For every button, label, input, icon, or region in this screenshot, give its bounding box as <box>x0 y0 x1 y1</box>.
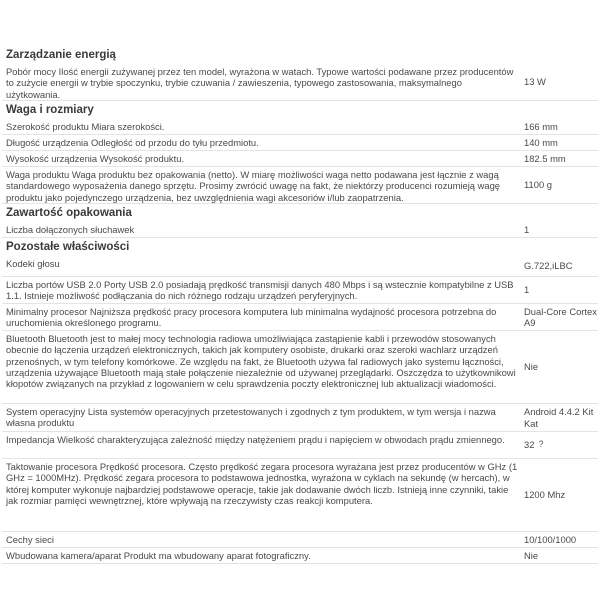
spec-label <box>2 304 518 330</box>
spec-label <box>2 331 518 403</box>
spec-value <box>518 432 598 458</box>
spec-value <box>518 256 598 276</box>
spec-value <box>518 548 598 563</box>
spec-name: Taktowanie procesora <box>6 461 98 472</box>
spec-name: Wysokość urządzenia <box>6 153 98 164</box>
spec-value-text: 182.5 mm <box>524 152 566 164</box>
spec-label <box>2 432 518 458</box>
spec-name: Długość urządzenia <box>6 137 89 148</box>
spec-name: Liczba dołączonych słuchawek <box>6 224 135 235</box>
spec-row <box>2 459 598 532</box>
spec-value-text: Nie <box>524 361 539 373</box>
spec-value-text: 166 mm <box>524 120 558 132</box>
spec-label <box>2 64 518 100</box>
spec-name: Bluetooth <box>6 333 46 344</box>
spec-row <box>2 151 598 167</box>
section-title-weight-size: Waga i rozmiary <box>6 104 94 116</box>
spec-label <box>2 459 518 531</box>
spec-label <box>2 548 518 563</box>
spec-value-text: Nie <box>524 549 539 561</box>
spec-value <box>518 167 598 203</box>
spec-name: Kodeki głosu <box>6 258 60 269</box>
spec-name: Minimalny procesor <box>6 306 88 317</box>
spec-value <box>518 135 598 150</box>
spec-label <box>2 532 518 547</box>
spec-value-text: Android 4.4.2 Kit Kat <box>524 406 594 429</box>
spec-label <box>2 256 518 276</box>
spec-value <box>518 277 598 303</box>
spec-description: Wielkość charakteryzująca zależność między natężeniem prądu i napięciem w obwodach prądu zmiennego. <box>57 434 505 445</box>
spec-row <box>2 331 598 404</box>
spec-value-text: 1 <box>524 284 530 296</box>
spec-value <box>518 404 598 431</box>
help-icon[interactable]: ? <box>538 439 544 450</box>
spec-label <box>2 277 518 303</box>
spec-description: Wysokość produktu. <box>99 153 185 164</box>
spec-description: Porty USB 2.0 posiadają prędkość transmisji danych 480 Mbps i są wstecznie kompatybilne z USB 1.1. Istnieje możliwość podłączania do nich różnego rodzaju urządzeń peryferyjnych. <box>6 279 514 302</box>
spec-description: Bluetooth jest to małej mocy technologia radiowa umożliwiająca zastąpienie kabli i przewodów stosowanych obecnie do łączenia urządzeń elektronicznych, takich jak komputery osobiste, drukarki oraz szeroki wachlarz urządzeń przenośnych, w tym telefony komórkowe. Ze względu na fakt, że Bluetooth używa fal radiowych jako systemu łączności, urządzenia używające Bluetooth mają stałe połączenie niezależnie od używanej przeglądarki. Oszczędza to użytkownikowi kłopotów związanych na przykład z logowaniem w celu sprawdzenia poczty elektronicznej lub aktualizacji wiadomości. <box>6 333 516 390</box>
spec-name: Wbudowana kamera/aparat <box>6 550 122 561</box>
spec-value <box>518 304 598 330</box>
spec-description: Lista systemów operacyjnych przetestowanych i zgodnych z tym produktem, w tym wersja i nazwa własna produktu <box>6 406 496 429</box>
spec-label <box>2 222 518 237</box>
spec-row <box>2 277 598 304</box>
spec-description: Najniższa prędkość pracy procesora komputera lub minimalna wydajność procesora potrzebna do uruchomienia określonego programu. <box>6 306 497 329</box>
spec-row <box>2 548 598 564</box>
spec-value <box>518 532 598 547</box>
spec-label <box>2 167 518 203</box>
spec-value-text: 140 mm <box>524 136 558 148</box>
spec-row <box>2 532 598 548</box>
spec-value-text: 1100 g <box>524 179 552 191</box>
spec-description: Ilość energii zużywanej przez ten model, wyrażona w watach. Typowe wartości podawane przez producentów to zużycie energii w trybie spoczynku, trybie czuwania / zawieszenia, typowego zastosowania, maksymalnego użytkowania. <box>6 66 514 100</box>
spec-description: Miara szerokości. <box>91 121 165 132</box>
spec-row <box>2 167 598 204</box>
spec-description: Odległość od przodu do tyłu przedmiotu. <box>90 137 259 148</box>
spec-row <box>2 135 598 151</box>
section-title-other-features: Pozostałe właściwości <box>6 241 130 253</box>
spec-value <box>518 119 598 134</box>
spec-value <box>518 64 598 100</box>
spec-name: Cechy sieci <box>6 534 54 545</box>
spec-value-text: 1200 Mhz <box>524 489 566 501</box>
spec-value-text: 1 <box>524 223 530 235</box>
specifications-table <box>2 46 598 564</box>
spec-value-text: Dual-Core Cortex A9 <box>524 305 597 328</box>
spec-description: Produkt ma wbudowany aparat fotograficzny. <box>123 550 311 561</box>
spec-label <box>2 404 518 431</box>
spec-value <box>518 222 598 237</box>
spec-value-text: G.722,iLBC <box>524 260 573 272</box>
section-title-power: Zarządzanie energią <box>6 49 116 61</box>
spec-row <box>2 256 598 277</box>
spec-label <box>2 151 518 166</box>
spec-name: Waga produktu <box>6 169 70 180</box>
spec-value-text: 13 W <box>524 76 546 88</box>
spec-row <box>2 222 598 238</box>
spec-name: Szerokość produktu <box>6 121 89 132</box>
spec-row <box>2 432 598 459</box>
section-title-package-contents: Zawartość opakowania <box>6 207 132 219</box>
spec-value <box>518 331 598 403</box>
spec-name: Pobór mocy <box>6 66 57 77</box>
spec-row <box>2 119 598 135</box>
spec-row <box>2 304 598 331</box>
spec-description: Prędkość procesora. Często prędkość zegara procesora wyrażana jest przez producentów w GHz (1 GHz = 1000MHz). Prędkość zegara procesora to podstawowa jednostka, wyrażona w cyklach na sekundę (w hercach), w której komputer wykonuje najbardziej podstawowe operacje, takie jak dodawanie dwóch liczb. Istnieją inne czynniki, takie jak rozmiar pamięci wewnętrznej, które wpływają na rzeczywisty czas reakcji komputera. <box>6 461 518 506</box>
spec-row <box>2 404 598 432</box>
spec-name: Liczba portów USB 2.0 <box>6 279 102 290</box>
spec-name: Impedancja <box>6 434 55 445</box>
spec-value <box>518 151 598 166</box>
spec-value-text: 32 <box>524 439 535 451</box>
spec-description: Waga produktu bez opakowania (netto). W miarę możliwości waga netto podawana jest łącznie z wagą standardowego wyposażenia danego sprzętu. Prosimy zwrócić uwagę na fakt, że niektórzy producenci rozumieją wagę produktu jako pojedynczego urządzenia, bez uwzględnienia wagi akcesoriów i/lub zaopatrzenia. <box>6 169 501 203</box>
spec-label <box>2 119 518 134</box>
spec-value <box>518 459 598 531</box>
spec-row <box>2 64 598 101</box>
spec-label <box>2 135 518 150</box>
spec-value-text: 10/100/1000 <box>524 533 577 545</box>
spec-name: System operacyjny <box>6 406 86 417</box>
